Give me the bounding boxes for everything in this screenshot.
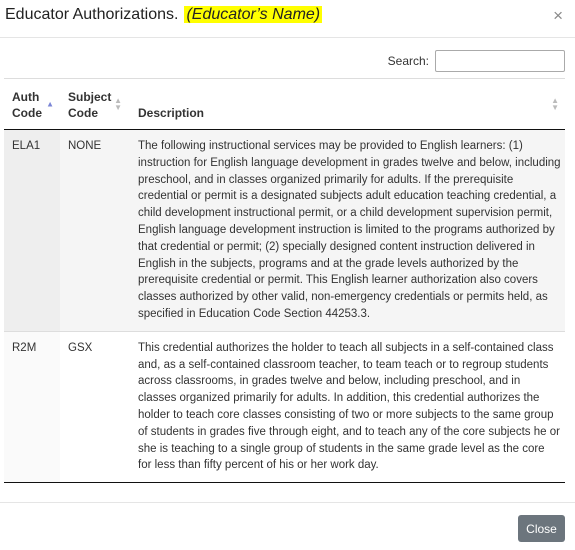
auth-code-cell: ELA1: [4, 130, 60, 332]
sort-ascending-icon: ▲: [46, 99, 54, 109]
authorizations-table-container: [4, 78, 565, 483]
search-label: Search:: [387, 54, 429, 68]
modal-footer-divider: [0, 502, 575, 503]
sort-both-icon: ▲ ▼: [114, 96, 122, 112]
modal-header: [0, 0, 575, 38]
sort-both-icon: ▲ ▼: [551, 96, 559, 112]
description-cell: The following instructional services may be provided to English learners: (1) instruction for English language development in grades twelve and below, including preschool, and in classes organized primarily for adults. If the prerequisite credential or permit is a designated subjects adult education teaching credential, a child development instructional permit, or a child development supervision permit, English language development instruction is limited to the programs authorized by that credential or permit; (2) specially designed content instruction delivered in English in the subjects, programs and at the grade levels authorized by the prerequisite credential or permit. This English learner authorization also covers classes authorized by other valid, non-emergency credentials or permits held, as specified in Education Code Section 44253.3.: [128, 130, 565, 332]
search-bar: [388, 50, 565, 72]
column-header-subject-code-label: Subject Code: [68, 90, 112, 120]
description-cell: This credential authorizes the holder to teach all subjects in a self-contained class and, as a self-contained classroom teacher, to team teach or to regroup students across classrooms, in grades twelve and below, including preschool, and in classes organized primarily for adults. In addition, this credential authorizes the holder to teach core classes consisting of two or more subjects to the same group of students in grades five through eight, and to teach any of the core subjects he or she is teaching to a single group of students in the same grade level as the core for less than fifty percent of his or her work day.: [128, 331, 565, 482]
table-row: [4, 130, 565, 332]
educator-name-highlight: (Educator’s Name): [186, 6, 321, 23]
auth-code-cell: R2M: [4, 331, 60, 482]
authorizations-table: [4, 78, 565, 483]
table-row: [4, 331, 565, 482]
column-header-subject-code[interactable]: [60, 79, 128, 130]
modal-title-text: Educator Authorizations.: [5, 6, 179, 23]
column-header-auth-code[interactable]: [4, 79, 60, 130]
column-header-description-label: Description: [138, 106, 205, 120]
table-header-row: [4, 79, 565, 130]
search-input[interactable]: [435, 50, 565, 72]
close-icon[interactable]: ×: [553, 6, 563, 25]
close-button[interactable]: Close: [518, 515, 565, 542]
column-header-description[interactable]: [128, 79, 565, 130]
subject-code-cell: NONE: [60, 130, 128, 332]
modal-title: [5, 6, 322, 24]
subject-code-cell: GSX: [60, 331, 128, 482]
column-header-auth-code-label: Auth Code: [12, 90, 42, 120]
